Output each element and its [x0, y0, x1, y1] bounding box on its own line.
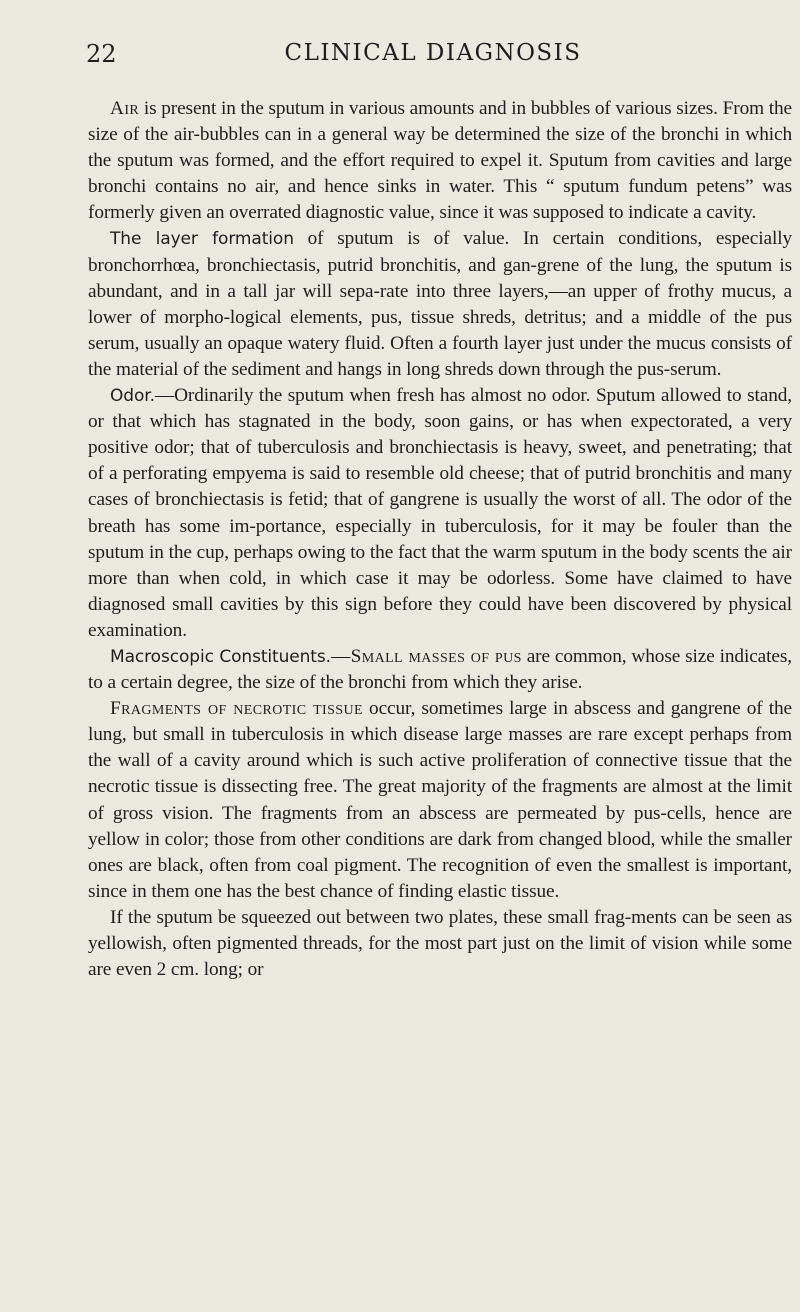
run-in-heading: Fragments of necrotic tissue	[110, 698, 363, 720]
bold-heading: The layer formation	[110, 229, 294, 250]
paragraph-text: are common, whose size indicates, to a certain degree, the size of the bronchi from which they arise.	[88, 645, 792, 694]
run-in-heading: —Small masses of pus	[330, 645, 522, 667]
paragraph-text: —Ordinarily the sputum when fresh has almost no odor. Sputum allowed to stand, or that which has stagnated in the body, soon gains, or has when expectorated, a very positive odor; that of tuberculosis and bronchiectasis is heavy, sweet, and penetrating; that of a perforating empyema is said to resemble old cheese; that of putrid bronchitis and many cases of bronchiectasis is fetid; that of gangrene is usually the worst of all. The odor of the breath has some im-portance, especially in tuberculosis, for it may be fouler than the sputum in the cup, perhaps owing to the fact that the warm sputum in the body scents the air more than when cold, in which case it may be odorless. Some have claimed to have diagnosed small cavities by this sign before they could have been discovered by physical examination.	[88, 385, 792, 641]
paragraph-text: of sputum is of value. In certain conditions, especially bronchorrhœa, bronchiectasis, putrid bronchitis, and gan-grene of the lung, the sputum is abundant, and in a tall jar will sepa-rate into three layers,—an upper of frothy mucus, a lower of morpho-logical elements, pus, tissue shreds, detritus; and a middle of the pus serum, usually an opaque watery fluid. Often a fourth layer just under the mucus consists of the material of the sediment and hangs in long shreds down through the pus-serum.	[88, 228, 792, 380]
running-title: CLINICAL DIAGNOSIS	[284, 40, 582, 66]
run-in-heading: Air	[110, 98, 140, 119]
paragraph-macroscopic	[88, 644, 792, 696]
paragraph-text: is present in the sputum in various amounts and in bubbles of various sizes. From the size of the air-bubbles can in a general way be determined the size of the bronchi in which the sputum was formed, and the effort required to expel it. Sputum from cavities and large bronchi contains no air, and hence sinks in water. This “ sputum fundum petens” was formerly given an overrated diagnostic value, since it was supposed to indicate a cavity.	[88, 98, 792, 224]
paragraph-odor	[88, 383, 792, 644]
paragraph-fragments	[88, 696, 792, 905]
page-header	[86, 40, 740, 76]
paragraph-air	[88, 96, 792, 226]
paragraph-squeezed	[88, 905, 792, 983]
body-text	[88, 96, 792, 983]
bold-heading: Odor.	[110, 386, 155, 407]
page-number: 22	[86, 40, 117, 68]
paragraph-layer-formation	[88, 226, 792, 383]
paragraph-text: occur, sometimes large in abscess and gangrene of the lung, but small in tuberculosis in which disease large masses are rare except perhaps from the wall of a cavity around which is such active proliferation of connective tissue that the necrotic tissue is dissecting free. The great majority of the fragments are almost at the limit of gross vision. The fragments from an abscess are permeated by pus-cells, hence are yellow in color; those from other conditions are dark from changed blood, while the smaller ones are black, often from coal pigment. The recognition of even the smallest is important, since in them one has the best chance of finding elastic tissue.	[88, 698, 792, 902]
bold-heading: Macroscopic Constituents.	[110, 646, 331, 667]
paragraph-text: If the sputum be squeezed out between two plates, these small frag-ments can be seen as yellowish, often pigmented threads, for the most part just on the limit of vision while some are even 2 cm. long; or	[88, 906, 792, 981]
